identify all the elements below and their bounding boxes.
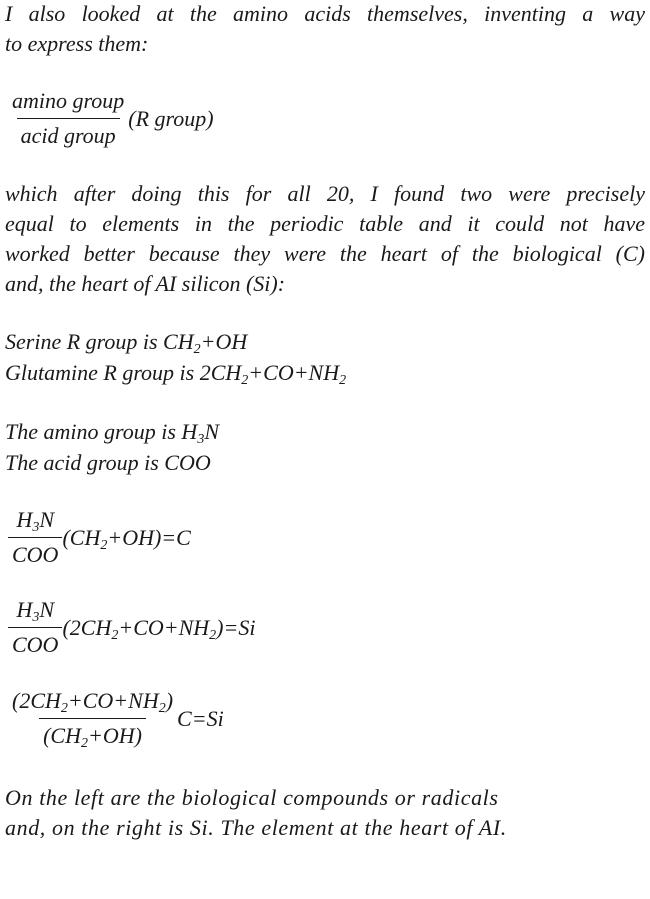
amino-group-line (5, 418, 219, 446)
closing-line-2: and, on the right is Si. The element at the heart of AI. (5, 815, 507, 840)
equation-1-rhs: $(CH_2+OH)=C$ (62, 524, 191, 553)
equation-3-rhs: C=Si (177, 705, 224, 731)
para2-line-3: worked better because they were the heart of the biological (C) (5, 241, 645, 266)
equation-1 (8, 507, 191, 568)
fraction-suffix: (R group) (128, 105, 214, 131)
fraction-numerator: $H_3N$ (16, 597, 55, 625)
serine-suffix: +OH (200, 329, 248, 354)
fraction (8, 688, 177, 749)
amino-prefix: The amino group is H (5, 419, 198, 444)
fraction (8, 88, 128, 149)
intro-line-2: to express them: (5, 31, 149, 56)
fraction (8, 597, 62, 658)
equation-3 (8, 688, 224, 749)
acid-group-line: The acid group is COO (5, 450, 211, 475)
fraction-amino-acid-rgroup (8, 88, 214, 149)
para2-line-2: equal to elements in the periodic table and it could not have (5, 211, 645, 236)
fraction-numerator: amino group (12, 88, 125, 113)
para2-line-4: and, the heart of AI silicon (Si): (5, 271, 286, 296)
amino-suffix: N (204, 419, 219, 444)
closing-line-1: On the left are the biological compounds or radicals (5, 785, 499, 810)
fraction-denominator: COO (8, 537, 62, 568)
fraction-denominator: $(CH_2+OH)$ (39, 718, 146, 749)
equation-2 (8, 597, 255, 658)
subscript: 2 (339, 373, 347, 388)
serine-prefix: Serine R group is CH (5, 329, 194, 354)
intro-line-1: I also looked at the amino acids themselves, inventing a way (5, 1, 645, 26)
subscript: 3 (197, 432, 205, 447)
equation-2-rhs: $(2CH_2+CO+NH_2)=Si$ (62, 614, 256, 643)
fraction (8, 507, 62, 568)
glutamine-mid: +CO+NH (248, 360, 340, 385)
fraction-numerator: $H_3N$ (16, 507, 55, 535)
glutamine-prefix: Glutamine R group is 2CH (5, 360, 242, 385)
para2-line-1: which after doing this for all 20, I found two were precisely (5, 181, 645, 206)
serine-rgroup (5, 328, 247, 356)
fraction-numerator: $(2CH_2+CO+NH_2)$ (12, 688, 174, 716)
subscript: 2 (193, 342, 201, 357)
fraction-denominator: COO (8, 627, 62, 658)
fraction-denominator: acid group (17, 118, 120, 149)
glutamine-rgroup (5, 359, 346, 387)
subscript: 2 (241, 373, 249, 388)
